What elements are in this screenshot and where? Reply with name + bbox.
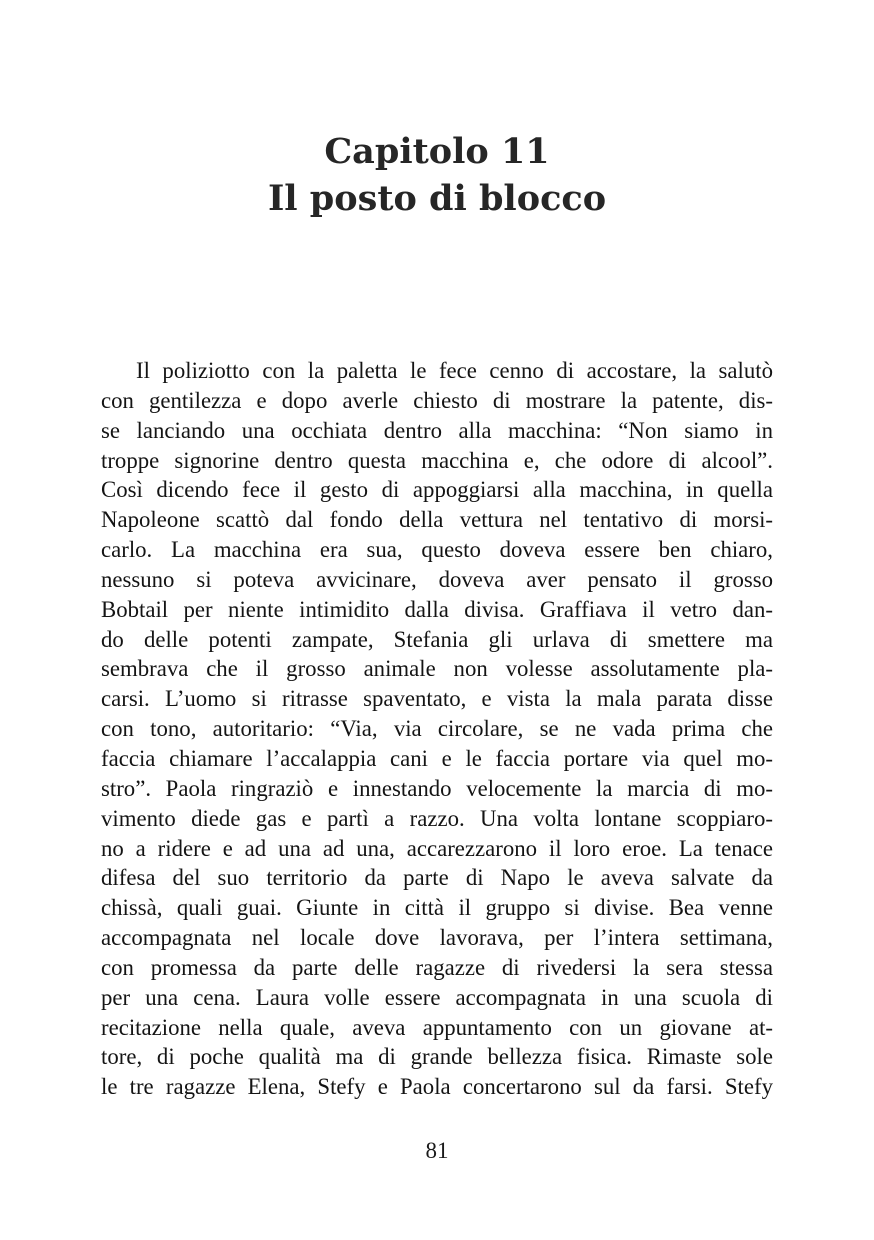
text-line: con gentilezza e dopo averle chiesto di mostrare la patente, dis- bbox=[101, 387, 773, 413]
text-line: con tono, autoritario: “Via, via circolare, se ne vada prima che bbox=[101, 716, 773, 742]
text-line: no a ridere e ad una ad una, accarezzarono il loro eroe. La tenace bbox=[101, 835, 773, 861]
chapter-heading bbox=[0, 128, 874, 222]
text-line: do delle potenti zampate, Stefania gli urlava di smettere ma bbox=[101, 626, 773, 652]
page-number: 81 bbox=[425, 1138, 449, 1163]
text-line: recitazione nella quale, aveva appuntamento con un giovane at- bbox=[101, 1014, 773, 1040]
chapter-title: Il posto di blocco bbox=[267, 178, 607, 219]
text-line: per una cena. Laura volle essere accompagnata in una scuola di bbox=[101, 984, 773, 1010]
text-line: stro”. Paola ringraziò e innestando velocemente la marcia di mo- bbox=[101, 775, 773, 801]
text-line: Bobtail per niente intimidito dalla divisa. Graffiava il vetro dan- bbox=[101, 596, 773, 622]
chapter-number: Capitolo 11 bbox=[324, 131, 550, 172]
text-line: con promessa da parte delle ragazze di rivedersi la sera stessa bbox=[101, 954, 773, 980]
body-paragraph bbox=[101, 356, 773, 1102]
text-line: troppe signorine dentro questa macchina e, che odore di alcool”. bbox=[101, 447, 773, 473]
text-line: sembrava che il grosso animale non volesse assolutamente pla- bbox=[101, 656, 773, 682]
text-line: faccia chiamare l’accalappia cani e le faccia portare via quel mo- bbox=[101, 745, 773, 771]
text-line: vimento diede gas e partì a razzo. Una volta lontane scoppiaro- bbox=[101, 805, 773, 831]
text-line: difesa del suo territorio da parte di Napo le aveva salvate da bbox=[101, 865, 773, 891]
text-line: nessuno si poteva avvicinare, doveva aver pensato il grosso bbox=[101, 566, 773, 592]
text-line: chissà, quali guai. Giunte in città il gruppo si divise. Bea venne bbox=[101, 895, 773, 921]
text-line: le tre ragazze Elena, Stefy e Paola concertarono sul da farsi. Stefy bbox=[101, 1074, 773, 1100]
text-line: se lanciando una occhiata dentro alla macchina: “Non siamo in bbox=[101, 417, 773, 443]
text-line: carsi. L’uomo si ritrasse spaventato, e vista la mala parata disse bbox=[101, 686, 773, 712]
text-line: Così dicendo fece il gesto di appoggiarsi alla macchina, in quella bbox=[101, 477, 773, 503]
text-line: carlo. La macchina era sua, questo doveva essere ben chiaro, bbox=[101, 537, 773, 563]
text-line: Napoleone scattò dal fondo della vettura nel tentativo di morsi- bbox=[101, 507, 773, 533]
text-line: Il poliziotto con la paletta le fece cenno di accostare, la salutò bbox=[136, 358, 773, 383]
text-line: accompagnata nel locale dove lavorava, per l’intera settimana, bbox=[101, 925, 773, 951]
text-line: tore, di poche qualità ma di grande bellezza fisica. Rimaste sole bbox=[101, 1044, 773, 1070]
